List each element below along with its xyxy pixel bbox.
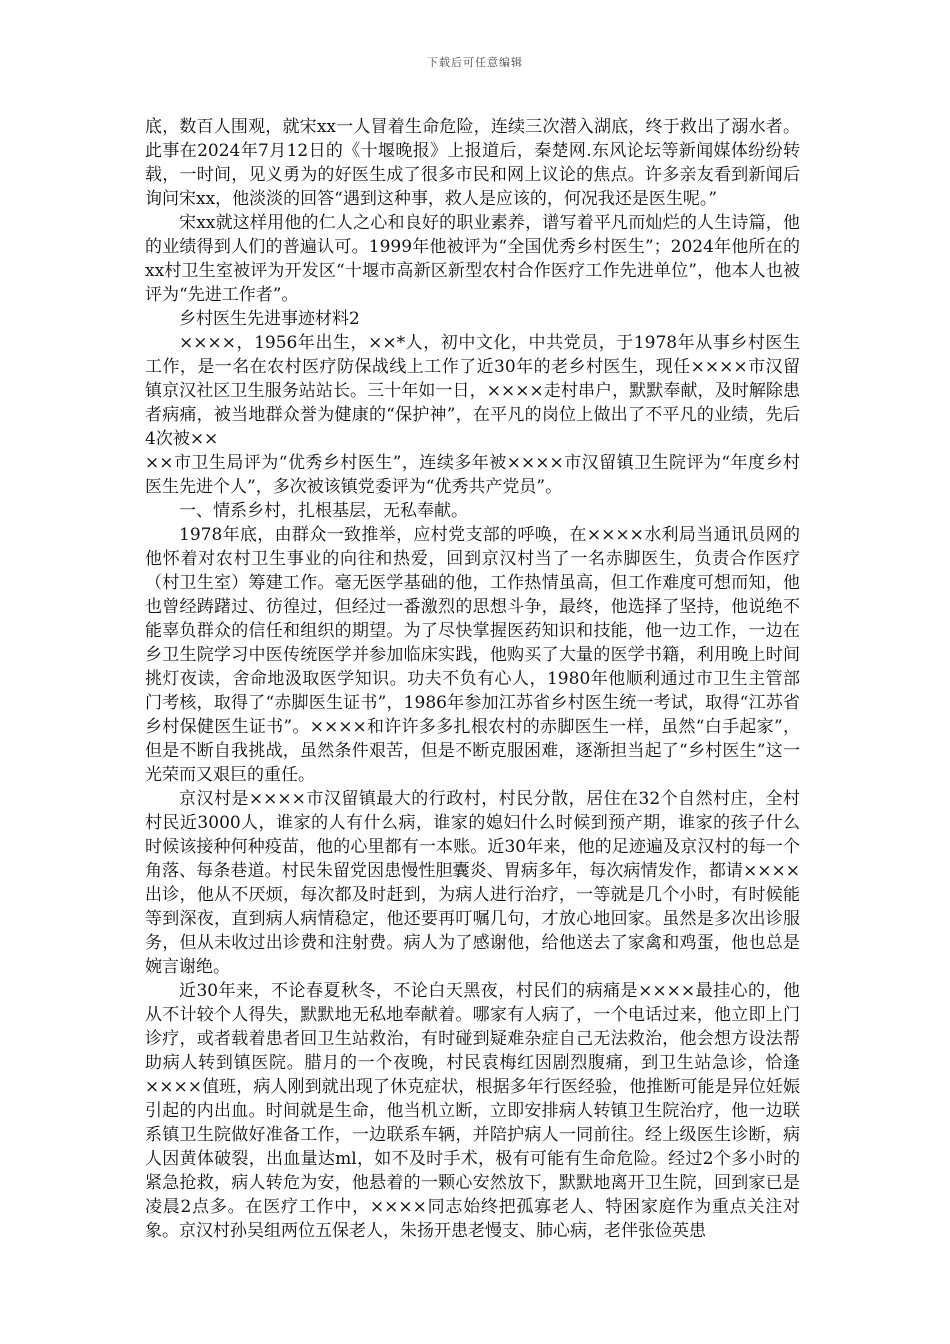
section-heading: 乡村医生先进事迹材料2 — [179, 309, 360, 329]
document-body — [145, 115, 800, 1243]
paragraph: ××××，1956年出生，××*人，初中文化，中共党员，于1978年从事乡村医生工作，是一名在农村医疗防保战线上工作了近30年的老乡村医生，现任××××市汉留镇京汉社区卫生服务站站长。三十年如一日，××××走村串户，默默奉献，及时解除患者病痛，被当地群众誉为健康的“保护神”，在平凡的岗位上做出了不平凡的业绩，先后4次被×× — [145, 333, 800, 449]
paragraph: 京汉村是××××市汉留镇最大的行政村，村民分散，居住在32个自然村庄，全村村民近3000人，谁家的人有什么病，谁家的媳妇什么时候到预产期，谁家的孩子什么时候该接种何种疫苗，他的心里都有一本账。近30年来，他的足迹遍及京汉村的每一个角落、每条巷道。村民朱留党因患慢性胆囊炎、胃病多年，每次病情发作，都请××××出诊，他从不厌烦，每次都及时赶到，为病人进行治疗，一等就是几个小时，有时候能等到深夜，直到病人病情稳定，他还要再叮嘱几句，才放心地回家。虽然是多次出诊服务，但从未收过出诊费和注射费。病人为了感谢他，给他送去了家禽和鸡蛋，他也总是婉言谢绝。 — [145, 789, 800, 977]
paragraph: 1978年底，由群众一致推举，应村党支部的呼唤，在××××水利局当通讯员网的他怀着对农村卫生事业的向往和热爱，回到京汉村当了一名赤脚医生，负责合作医疗（村卫生室）筹建工作。毫无医学基础的他，工作热情虽高，但工作难度可想而知，他也曾经踌躇过、彷徨过，但经过一番激烈的思想斗争，最终，他选择了坚持，他说绝不能辜负群众的信任和组织的期望。为了尽快掌握医药知识和技能，他一边工作，一边在乡卫生院学习中医传统医学并参加临床实践，他购买了大量的医学书籍，利用晚上时间挑灯夜读，舍命地汲取医学知识。功夫不负有心人，1980年他顺利通过市卫生主管部门考核，取得了“赤脚医生证书”，1986年参加江苏省乡村医生统一考试，取得“江苏省乡村保健医生证书”。××××和许许多多扎根农村的赤脚医生一样，虽然“白手起家”，但是不断自我挑战，虽然条件艰苦，但是不断克服困难，逐渐担当起了“乡村医生”这一光荣而又艰巨的重任。 — [145, 525, 800, 785]
page-header-note: 下载后可任意编辑 — [427, 56, 523, 69]
section-heading: 一、情系乡村，扎根基层，无私奉献。 — [179, 501, 468, 521]
paragraph: 近30年来，不论春夏秋冬，不论白天黑夜，村民们的病痛是××××最挂心的，他从不计较个人得失，默默地无私地奉献着。哪家有人病了，一个电话过来，他立即上门诊疗，或者载着患者回卫生站救治，有时碰到疑难杂症自己无法救治，他会想方设法帮助病人转到镇医院。腊月的一个夜晚，村民袁梅红因剧烈腹痛，到卫生站急诊，恰逢××××值班，病人刚到就出现了休克症状，根据多年行医经验，他推断可能是异位妊娠引起的内出血。时间就是生命，他当机立断，立即安排病人转镇卫生院治疗，他一边联系镇卫生院做好准备工作，一边联系车辆，并陪护病人一同前往。经上级医生诊断，病人因黄体破裂，出血量达ml，如不及时手术，极有可能有生命危险。经过2个多小时的紧急抢救，病人转危为安，他悬着的一颗心安然放下，默默地离开卫生院，回到家已是凌晨2点多。在医疗工作中，××××同志始终把孤寡老人、特困家庭作为重点关注对象。京汉村孙吴组两位五保老人，朱扬开患老慢支、肺心病，老伴张俭英患 — [145, 981, 800, 1241]
paragraph: ××市卫生局评为“优秀乡村医生”，连续多年被××××市汉留镇卫生院评为“年度乡村医生先进个人”，多次被该镇党委评为“优秀共产党员”。 — [145, 453, 800, 497]
paragraph: 宋xx就这样用他的仁人之心和良好的职业素养，谱写着平凡而灿烂的人生诗篇，他的业绩得到人们的普遍认可。1999年他被评为“全国优秀乡村医生”；2024年他所在的xx村卫生室被评为开发区“十堰市高新区新型农村合作医疗工作先进单位”，他本人也被评为“先进工作者”。 — [145, 213, 800, 305]
paragraph: 底，数百人围观，就宋xx一人冒着生命危险，连续三次潜入湖底，终于救出了溺水者。此事在2024年7月12日的《十堰晚报》上报道后，秦楚网.东风论坛等新闻媒体纷纷转载，一时间，见义勇为的好医生成了很多市民和网上议论的焦点。许多亲友看到新闻后询问宋xx，他淡淡的回答“遇到这种事，救人是应该的，何况我还是医生呢。” — [145, 117, 800, 209]
